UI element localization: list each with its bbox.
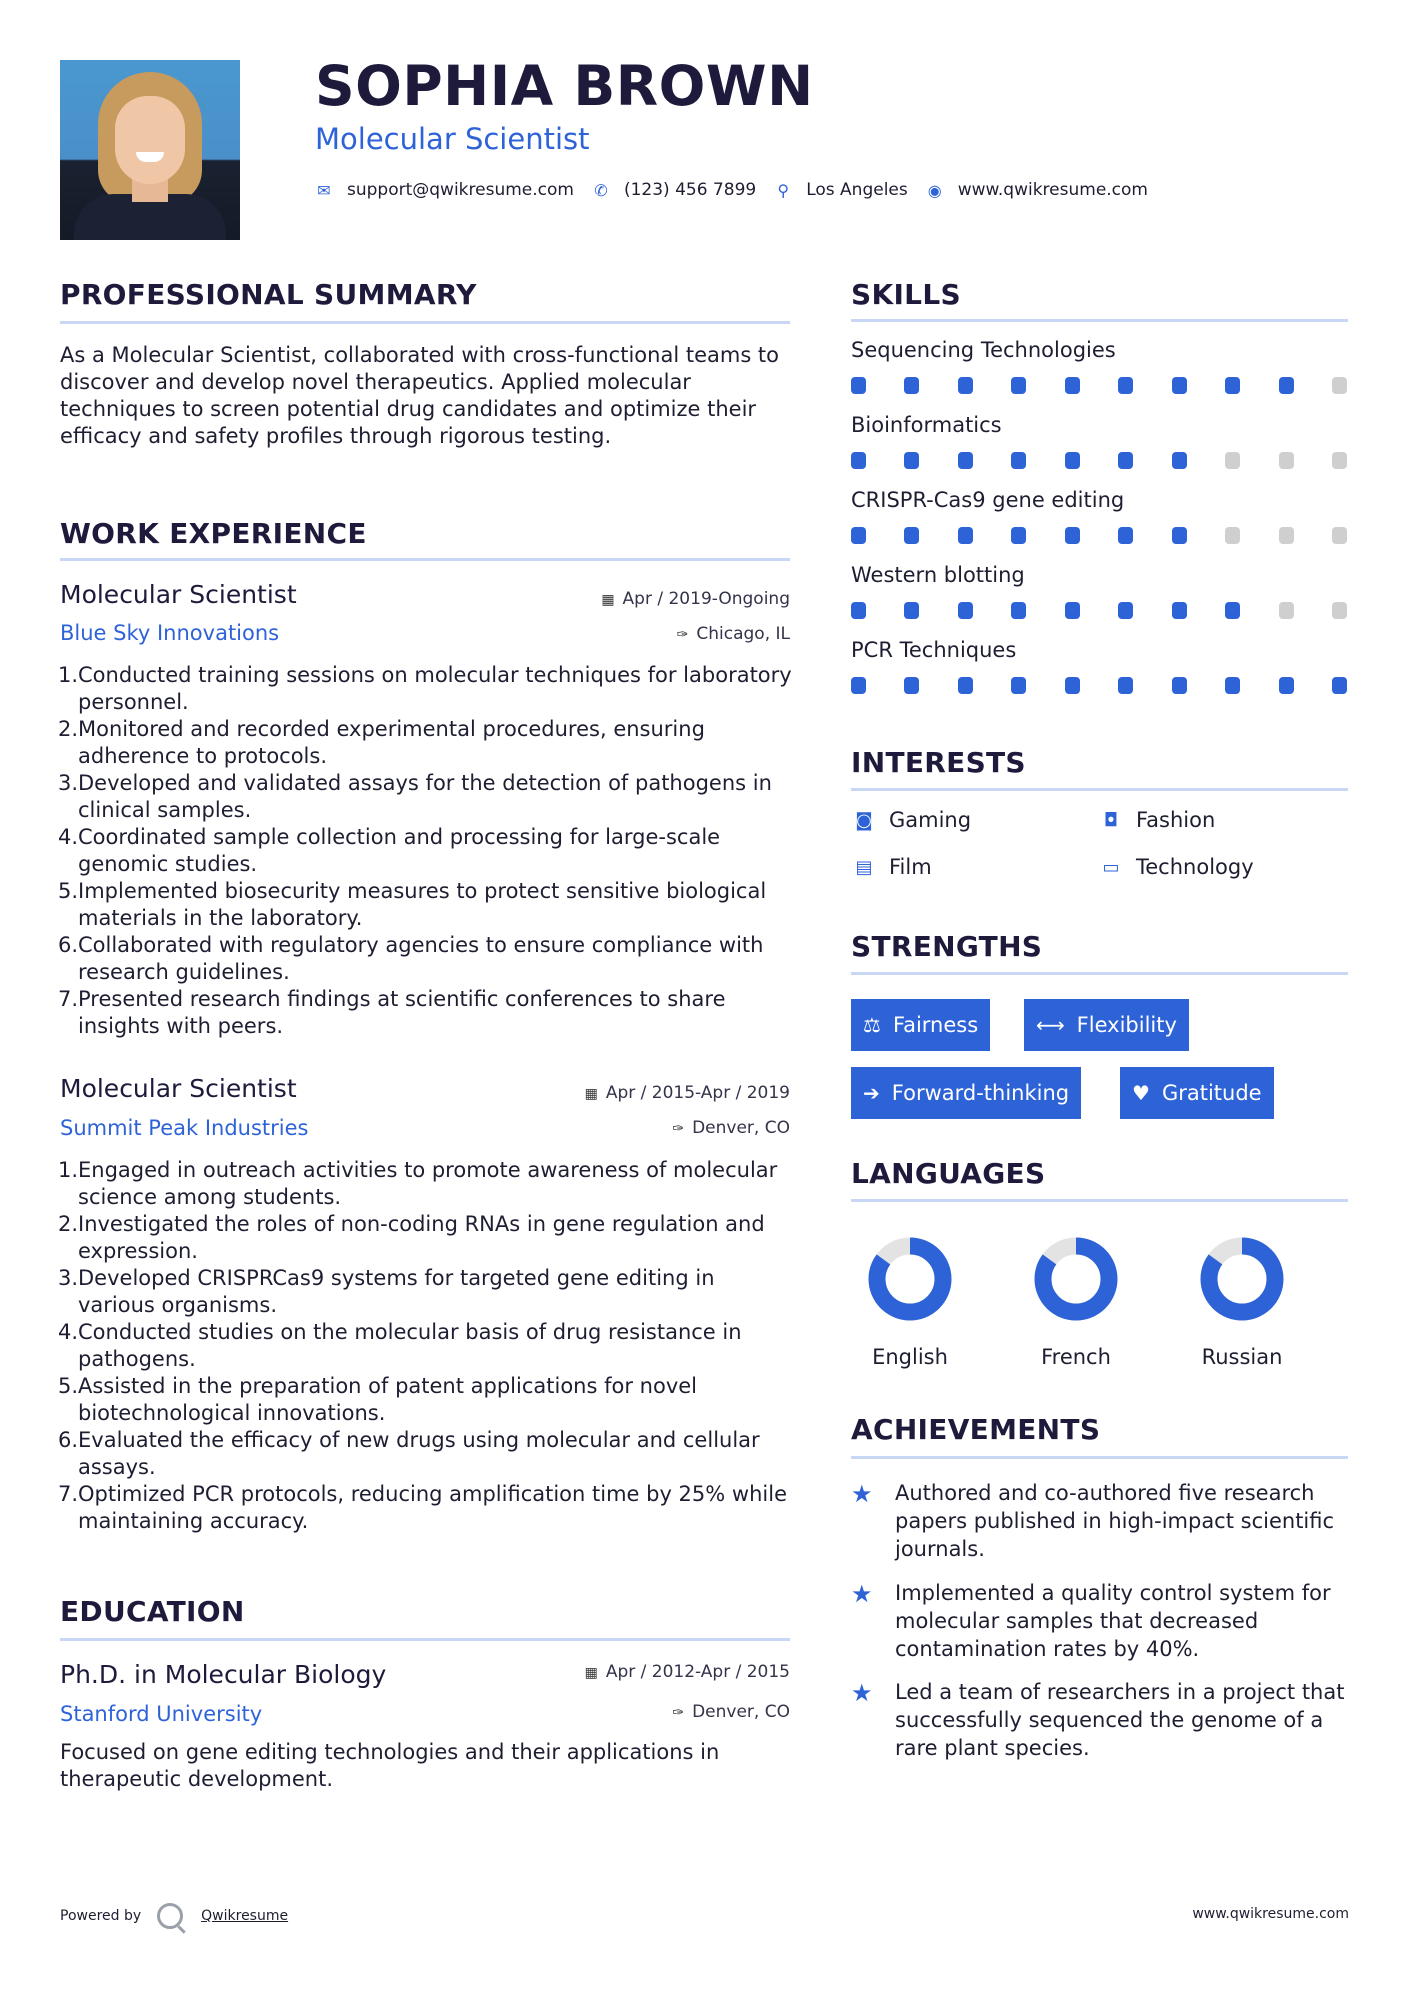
footer-website-link[interactable]: www.qwikresume.com <box>1192 1906 1349 1922</box>
skill-rating-dot <box>958 452 973 469</box>
arrows-h-icon: ⟷ <box>1036 1013 1065 1037</box>
education-rule <box>60 1638 790 1641</box>
skill-rating-dot <box>904 452 919 469</box>
summary-text: As a Molecular Scientist, collaborated with cross-functional teams to discover and develop novel therapeutics. Applied molecular techniques to screen potential drug candidates and optimize their efficacy and safety profiles through rigorous testing. <box>60 343 780 448</box>
qwikresume-link[interactable]: Qwikresume <box>201 1908 289 1924</box>
skill-rating-dot <box>1118 527 1133 544</box>
skill-rating-dot <box>1011 452 1026 469</box>
heart-icon: ♥ <box>1132 1081 1150 1105</box>
education-text: Focused on gene editing technologies and their applications in therapeutic development. <box>60 1740 720 1791</box>
laptop-icon: ▭ <box>1102 856 1120 878</box>
calendar-icon: ▦ <box>584 1086 598 1102</box>
language-name: English <box>872 1345 948 1369</box>
language-russian <box>1187 1235 1297 1369</box>
skills-heading: SKILLS <box>851 278 961 311</box>
strength-tag-fairness: ⚖ Fairness <box>851 999 990 1051</box>
skill-name: PCR Techniques <box>851 638 1017 662</box>
strength-tag-flexibility: ⟷ Flexibility <box>1024 999 1189 1051</box>
list-item: 1. Engaged in outreach activities to promote awareness of molecular science among students. <box>58 1158 778 1209</box>
skill-name: Bioinformatics <box>851 413 1002 437</box>
skill-rating-dot <box>1225 527 1240 544</box>
skill-rating-dot <box>851 377 866 394</box>
skill-rating-dot <box>958 377 973 394</box>
skill-rating-dot <box>1065 602 1080 619</box>
job-title: Molecular Scientist <box>60 1074 297 1103</box>
arrow-right-icon: ➔ <box>863 1081 880 1105</box>
skill-rating <box>851 602 1347 619</box>
job-duties <box>58 662 798 1040</box>
strength-tag-gratitude: ♥ Gratitude <box>1120 1067 1274 1119</box>
skill-rating-dot <box>1225 452 1240 469</box>
job-company: Blue Sky Innovations <box>60 621 280 645</box>
list-item: 3. Developed and validated assays for the detection of pathogens in clinical samples. <box>58 771 772 822</box>
contact-phone[interactable]: ✆ (123) 456 7899 <box>592 180 756 200</box>
skill-name: Sequencing Technologies <box>851 338 1116 362</box>
job-title: Molecular Scientist <box>60 580 297 609</box>
interests-rule <box>851 788 1348 791</box>
language-name: French <box>1041 1345 1111 1369</box>
interest-technology: ▭ Technology <box>1098 855 1254 879</box>
globe-icon: ◉ <box>927 180 942 200</box>
skill-rating-dot <box>1332 377 1347 394</box>
skill-rating-dot <box>1225 602 1240 619</box>
profile-photo <box>60 60 240 240</box>
list-item: 2. Monitored and recorded experimental procedures, ensuring adherence to protocols. <box>58 717 705 768</box>
skill-rating-dot <box>1011 527 1026 544</box>
skill-rating-dot <box>1332 452 1347 469</box>
experience-rule <box>60 558 790 561</box>
contact-location: ⚲ Los Angeles <box>774 180 908 200</box>
skill-rating-dot <box>1011 602 1026 619</box>
strengths-rule <box>851 972 1348 975</box>
list-item: 7. Presented research findings at scientific conferences to share insights with peers. <box>58 987 726 1038</box>
job-dates: ▦ Apr / 2019-Ongoing <box>601 589 790 609</box>
list-item: 4. Conducted studies on the molecular basis of drug resistance in pathogens. <box>58 1320 742 1371</box>
language-name: Russian <box>1201 1345 1283 1369</box>
job-dates: ▦ Apr / 2015-Apr / 2019 <box>584 1083 790 1103</box>
education-dates: ▦ Apr / 2012-Apr / 2015 <box>584 1662 790 1682</box>
job-duties <box>58 1157 798 1535</box>
skill-rating-dot <box>1011 677 1026 694</box>
list-item: 2. Investigated the roles of non-coding RNAs in gene regulation and expression. <box>58 1212 765 1263</box>
summary-heading: PROFESSIONAL SUMMARY <box>60 278 477 311</box>
skills-rule <box>851 319 1348 322</box>
language-english <box>855 1235 965 1369</box>
degree-title: Ph.D. in Molecular Biology <box>60 1660 387 1689</box>
skill-rating-dot <box>1172 452 1187 469</box>
skill-rating-dot <box>904 377 919 394</box>
job-location: ✑ Denver, CO <box>672 1118 790 1138</box>
map-pin-icon: ✑ <box>676 627 689 643</box>
list-item: 4. Coordinated sample collection and processing for large-scale genomic studies. <box>58 825 721 876</box>
footer-powered-by: Powered by Qwikresume <box>60 1903 288 1929</box>
skill-rating-dot <box>1332 527 1347 544</box>
skill-rating-dot <box>958 677 973 694</box>
star-icon: ★ <box>851 1679 873 1707</box>
skill-rating <box>851 452 1347 469</box>
achievement-item: ★ Authored and co-authored five research papers published in high-impact scientific journals. <box>851 1480 1335 1561</box>
language-donut <box>1198 1235 1286 1323</box>
list-item: 6. Evaluated the efficacy of new drugs using molecular and cellular assays. <box>58 1428 760 1479</box>
list-item: 7. Optimized PCR protocols, reducing amplification time by 25% while maintaining accuracy. <box>58 1482 787 1533</box>
strength-tag-forward-thinking: ➔ Forward-thinking <box>851 1067 1081 1119</box>
contact-website[interactable]: ◉ www.qwikresume.com <box>926 180 1148 200</box>
skill-rating-dot <box>851 602 866 619</box>
contact-email[interactable]: ✉ support@qwikresume.com <box>315 180 574 200</box>
candidate-title: Molecular Scientist <box>315 122 590 156</box>
language-french <box>1021 1235 1131 1369</box>
achievements-rule <box>851 1456 1348 1459</box>
skill-rating-dot <box>1279 377 1294 394</box>
interests-heading: INTERESTS <box>851 746 1026 779</box>
map-marker-icon: ⚲ <box>777 180 790 200</box>
skill-rating-dot <box>1279 452 1294 469</box>
skill-rating-dot <box>1332 602 1347 619</box>
skill-rating-dot <box>1332 677 1347 694</box>
skill-rating-dot <box>1118 602 1133 619</box>
balance-scale-icon: ⚖ <box>863 1013 881 1037</box>
skill-rating-dot <box>904 527 919 544</box>
skill-rating-dot <box>904 677 919 694</box>
skill-name: Western blotting <box>851 563 1025 587</box>
star-icon: ★ <box>851 1580 873 1608</box>
skill-rating-dot <box>1065 527 1080 544</box>
skill-rating-dot <box>1279 602 1294 619</box>
skill-rating-dot <box>1172 677 1187 694</box>
skill-rating <box>851 677 1347 694</box>
skill-rating <box>851 377 1347 394</box>
language-donut <box>866 1235 954 1323</box>
experience-heading: WORK EXPERIENCE <box>60 517 367 550</box>
languages-heading: LANGUAGES <box>851 1157 1046 1190</box>
school-name: Stanford University <box>60 1702 263 1726</box>
skill-rating-dot <box>1172 377 1187 394</box>
skill-rating-dot <box>851 527 866 544</box>
language-donut <box>1032 1235 1120 1323</box>
skill-rating <box>851 527 1347 544</box>
education-location: ✑ Denver, CO <box>672 1702 790 1722</box>
candidate-name: SOPHIA BROWN <box>315 54 814 118</box>
skill-rating-dot <box>1118 677 1133 694</box>
job-company: Summit Peak Industries <box>60 1116 309 1140</box>
shopping-bag-icon: ◘ <box>1103 809 1119 831</box>
calendar-icon: ▦ <box>601 592 615 608</box>
achievements-heading: ACHIEVEMENTS <box>851 1413 1101 1446</box>
star-icon: ★ <box>851 1480 873 1508</box>
skill-rating-dot <box>1279 677 1294 694</box>
achievement-item: ★ Implemented a quality control system for molecular samples that decreased contamination rates by 40%. <box>851 1580 1331 1661</box>
skill-rating-dot <box>1118 452 1133 469</box>
skill-rating-dot <box>1065 677 1080 694</box>
qwikresume-logo-icon <box>157 1903 183 1929</box>
skill-rating-dot <box>904 602 919 619</box>
skill-rating-dot <box>958 602 973 619</box>
gamepad-icon: ◙ <box>855 809 873 831</box>
list-item: 1. Conducted training sessions on molecular techniques for laboratory personnel. <box>58 663 792 714</box>
skill-rating-dot <box>1011 377 1026 394</box>
skill-rating-dot <box>851 677 866 694</box>
summary-rule <box>60 321 790 324</box>
phone-icon: ✆ <box>594 180 608 200</box>
film-icon: ▤ <box>855 856 873 878</box>
list-item: 6. Collaborated with regulatory agencies to ensure compliance with research guidelines. <box>58 933 764 984</box>
languages-rule <box>851 1199 1348 1202</box>
list-item: 5. Implemented biosecurity measures to protect sensitive biological materials in the laboratory. <box>58 879 767 930</box>
skill-rating-dot <box>1225 677 1240 694</box>
skill-rating-dot <box>1172 602 1187 619</box>
map-pin-icon: ✑ <box>672 1705 685 1721</box>
skill-rating-dot <box>851 452 866 469</box>
skill-rating-dot <box>958 527 973 544</box>
interest-film: ▤ Film <box>851 855 932 879</box>
calendar-icon: ▦ <box>584 1665 598 1681</box>
job-location: ✑ Chicago, IL <box>676 624 790 644</box>
interest-fashion: ◘ Fashion <box>1098 808 1215 832</box>
skill-rating-dot <box>1225 377 1240 394</box>
list-item: 5. Assisted in the preparation of patent applications for novel biotechnological innovations. <box>58 1374 697 1425</box>
skill-rating-dot <box>1118 377 1133 394</box>
strengths-heading: STRENGTHS <box>851 930 1043 963</box>
education-heading: EDUCATION <box>60 1595 245 1628</box>
skill-rating-dot <box>1279 527 1294 544</box>
interest-gaming: ◙ Gaming <box>851 808 971 832</box>
contact-bar <box>315 180 1166 200</box>
skill-rating-dot <box>1065 377 1080 394</box>
list-item: 3. Developed CRISPRCas9 systems for targeted gene editing in various organisms. <box>58 1266 715 1317</box>
skill-name: CRISPR-Cas9 gene editing <box>851 488 1125 512</box>
envelope-icon: ✉ <box>317 180 331 200</box>
skill-rating-dot <box>1065 452 1080 469</box>
map-pin-icon: ✑ <box>672 1121 685 1137</box>
skill-rating-dot <box>1172 527 1187 544</box>
achievement-item: ★ Led a team of researchers in a project that successfully sequenced the genome of a rare plant species. <box>851 1679 1345 1760</box>
